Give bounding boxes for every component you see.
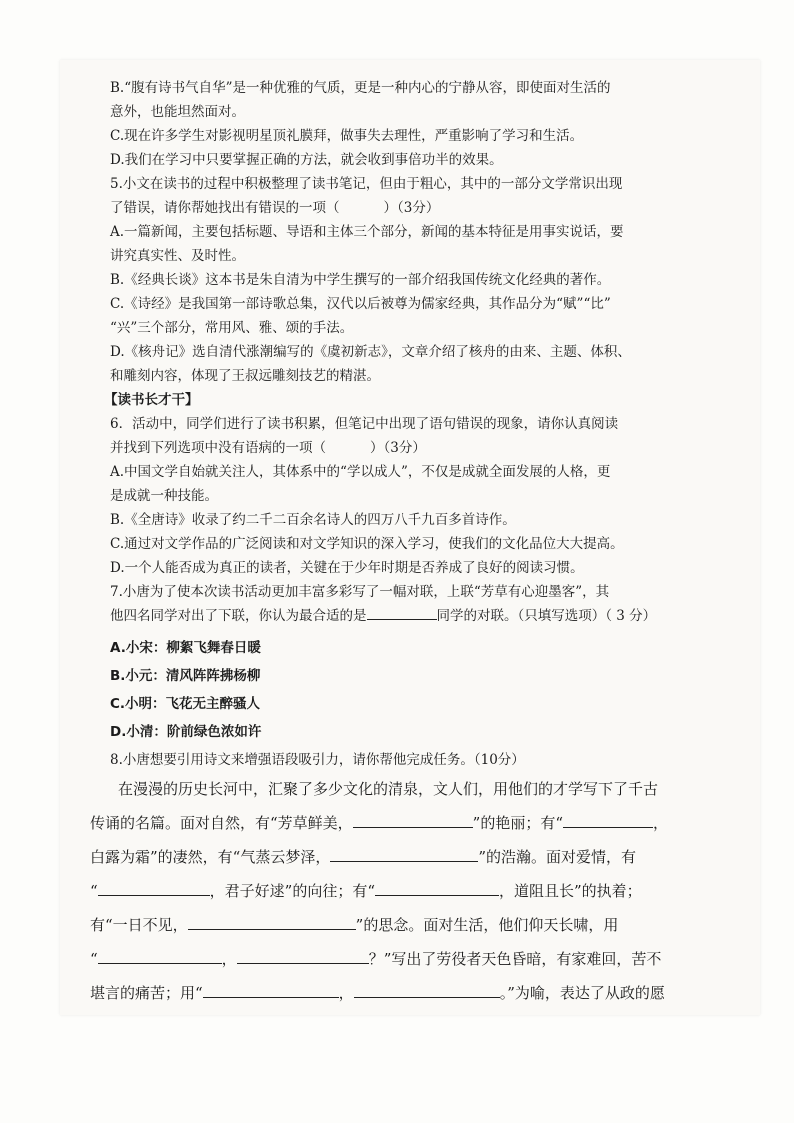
q8-blank-9[interactable] (203, 983, 339, 998)
q5-option-b: B.《经典长谈》这本书是朱自清为中学生撰写的一部介绍我国传统文化经典的著作。 (110, 272, 611, 288)
q6-option-c: C.通过对文学作品的广泛阅读和对文学知识的深入学习，使我们的文化品位大大提高。 (110, 536, 624, 552)
q4-option-c: C.现在许多学生对影视明星顶礼膜拜，做事失去理性，严重影响了学习和生活。 (110, 128, 584, 144)
q4-option-b-line1: B.“腹有诗书气自华”是一种优雅的气质，更是一种内心的宁静从容，即使面对生活的 (110, 80, 611, 96)
q8-blank-8[interactable] (237, 949, 369, 964)
q6-stem-line2: 并找到下列选项中没有语病的一项（ ）（3分） (110, 440, 426, 456)
q7-option-b: B.小元：清风阵阵拂杨柳 (110, 668, 261, 684)
q8-blank-5[interactable] (375, 881, 499, 896)
q8-blank-1[interactable] (353, 813, 473, 828)
q6-option-b: B.《全唐诗》收录了约二千二百余名诗人的四万八千九百多首诗作。 (110, 512, 516, 528)
q4-option-b-line2: 意外，也能坦然面对。 (110, 104, 245, 120)
q8-passage-line4: “ ，君子好逑”的向往；有“ ，道阻且长”的执着； (90, 882, 642, 900)
q8-stem: 8.小唐想要引用诗文来增强语段吸引力，请你帮他完成任务。（10分） (110, 752, 525, 768)
q8-passage-line3: 白露为霜”的凄然，有“气蒸云梦泽， ”的浩瀚。面对爱情，有 (90, 848, 637, 866)
q7-answer-blank[interactable] (367, 605, 437, 620)
q5-option-a-line2: 讲究真实性、及时性。 (110, 248, 245, 264)
q5-option-a-line1: A.一篇新闻，主要包括标题、导语和主体三个部分，新闻的基本特征是用事实说话，要 (110, 224, 624, 240)
q6-option-d: D.一个人能否成为真正的读者，关键在于少年时期是否养成了良好的阅读习惯。 (110, 560, 584, 576)
q8-blank-6[interactable] (188, 915, 356, 930)
q8-passage-line2: 传诵的名篇。面对自然，有“芳草鲜美， ”的艳丽；有“ ， (90, 814, 669, 832)
q8-passage-line5: 有“一日不见， ”的思念。面对生活，他们仰天长啸，用 (90, 916, 619, 934)
q8-blank-2[interactable] (563, 813, 653, 828)
q5-option-d-line2: 和雕刻内容，体现了王叔远雕刻技艺的精湛。 (110, 368, 380, 384)
q8-passage-line7: 堪言的痛苦；用“ ， 。”为喻，表达了从政的愿 (90, 984, 665, 1002)
q6-stem-line1: 6．活动中，同学们进行了读书积累，但笔记中出现了语句错误的现象，请你认真阅读 (110, 416, 619, 432)
q8-passage-line6: “ ， ？”写出了劳役者天色昏暗，有家难回，苦不 (90, 950, 662, 968)
q5-option-c-line1: C.《诗经》是我国第一部诗歌总集，汉代以后被尊为儒家经典，其作品分为“赋”“比” (110, 296, 611, 312)
q7-stem-line1: 7.小唐为了使本次读书活动更加丰富多彩写了一幅对联，上联“芳草有心迎墨客”，其 (110, 584, 610, 600)
q7-option-c: C.小明：飞花无主醉骚人 (110, 696, 261, 712)
q7-option-d: D.小清：阶前绿色浓如许 (110, 724, 262, 740)
q8-passage-line1: 在漫漫的历史长河中，汇聚了多少文化的清泉，文人们，用他们的才学写下了千古 (118, 780, 659, 798)
q5-stem-line1: 5.小文在读书的过程中积极整理了读书笔记，但由于粗心，其中的一部分文学常识出现 (110, 176, 623, 192)
q7-option-a: A.小宋：柳絮飞舞春日暖 (110, 640, 261, 656)
q5-option-c-line2: “兴”三个部分，常用风、雅、颂的手法。 (110, 320, 354, 336)
q6-option-a-line1: A.中国文学自始就关注人，其体系中的“学以成人”，不仅是成就全面发展的人格，更 (110, 464, 611, 480)
q8-blank-7[interactable] (98, 949, 222, 964)
q6-option-a-line2: 是成就一种技能。 (110, 488, 218, 504)
q8-blank-3[interactable] (330, 847, 478, 862)
q5-option-d-line1: D.《核舟记》选自清代涨潮编写的《虞初新志》，文章介绍了核舟的由来、主题、体积、 (110, 344, 631, 360)
q5-stem-line2: 了错误，请你帮她找出有错误的一项（ ）（3分） (110, 200, 440, 216)
q8-blank-4[interactable] (98, 881, 210, 896)
q8-blank-10[interactable] (354, 983, 500, 998)
q7-stem-line2: 他四名同学对出了下联，你认为最合适的是 同学的对联。（只填写选项）（ 3 分） (110, 604, 656, 628)
section-heading: 【读书长才干】 (104, 392, 199, 408)
q4-option-d: D.我们在学习中只要掌握正确的方法，就会收到事倍功半的效果。 (110, 152, 503, 168)
